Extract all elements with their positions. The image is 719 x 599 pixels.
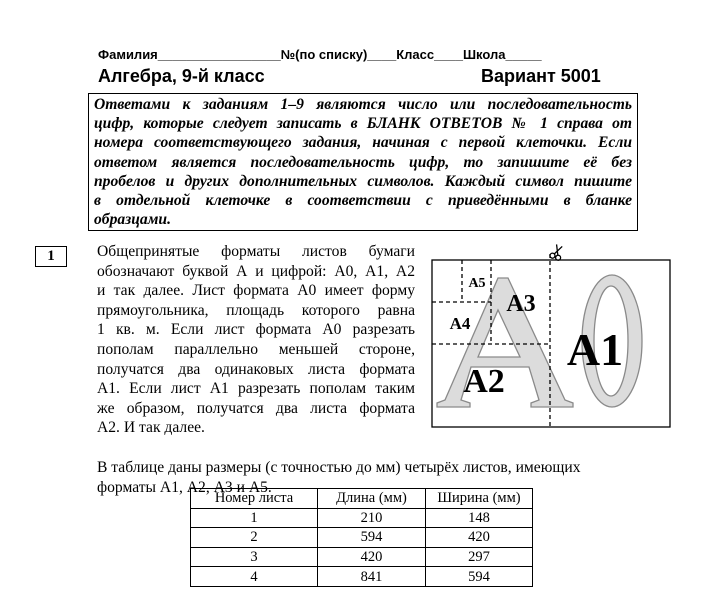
table-row — [191, 508, 533, 528]
table-cell: 4 — [191, 567, 318, 587]
table-row — [191, 528, 533, 548]
table-cell: 2 — [191, 528, 318, 548]
paragraph-line: А1. Если лист А1 разрезать пополам таким — [97, 380, 415, 398]
paragraph-line: обозначают буквой А и цифрой: А0, А1, А2 — [97, 262, 415, 280]
paragraph-line: Общепринятые форматы листов бумаги — [97, 243, 415, 260]
sizes-table — [190, 488, 533, 587]
label-a4: A4 — [449, 314, 471, 333]
instruction-line: в отдельной клеточке в соответствии с приведёнными в бланке — [94, 192, 632, 210]
variant-label: Вариант 5001 — [481, 66, 601, 86]
table-cell: 594 — [318, 528, 426, 548]
subject-title: Алгебра, 9-й класс — [98, 66, 265, 86]
table-cell: 210 — [318, 508, 426, 528]
table-cell: 1 — [191, 508, 318, 528]
table-header-row — [191, 489, 533, 509]
task-paragraph — [97, 242, 415, 438]
paragraph-line: прямоугольника, площадь которого равна — [97, 301, 415, 319]
column-header: Длина (мм) — [318, 489, 426, 509]
paper-format-figure — [420, 240, 680, 435]
table-row — [191, 567, 533, 587]
paragraph-line: и так далее. Лист формата А0 имеет форму — [97, 282, 415, 300]
instruction-line: образцами. — [94, 211, 171, 229]
table-cell: 3 — [191, 547, 318, 567]
column-header: Ширина (мм) — [426, 489, 533, 509]
column-header: Номер листа — [191, 489, 318, 509]
table-cell: 841 — [318, 567, 426, 587]
table-cell: 297 — [426, 547, 533, 567]
table-intro-line: В таблице даны размеры (с точностью до мм) четырёх листов, имеющих — [97, 459, 581, 476]
table-cell: 420 — [318, 547, 426, 567]
paragraph-line: же образом, получатся два листа формата — [97, 399, 415, 417]
paragraph-line: пополам параллельно меньшей стороне, — [97, 340, 415, 358]
instruction-line: номера соответствующего задания, начиная с первой клеточки. Если — [94, 134, 632, 152]
instruction-line: цифр, которые следует записать в БЛАНК ОТВЕТОВ № 1 справа от — [94, 115, 632, 133]
table-cell: 420 — [426, 528, 533, 548]
label-a3: A3 — [506, 291, 536, 317]
task-number: 1 — [35, 246, 67, 267]
table-intro-line: форматы А1, А2, А3 и А5. — [97, 478, 272, 496]
table-cell: 148 — [426, 508, 533, 528]
paragraph-line: А2. И так далее. — [97, 419, 205, 437]
label-a2: A2 — [463, 363, 505, 400]
paragraph-line: получатся два одинаковых листа формата — [97, 360, 415, 378]
instruction-line: ответом является последовательность цифр, то запишите её без — [94, 153, 632, 171]
instructions-box — [88, 93, 638, 231]
table-row — [191, 547, 533, 567]
label-a1: A1 — [566, 324, 624, 375]
table-cell: 594 — [426, 567, 533, 587]
instruction-line: Ответами к заданиям 1–9 являются число или последовательность — [94, 96, 632, 113]
student-fields-line: Фамилия_________________№(по списку)____Класс____Школа_____ — [98, 47, 542, 62]
instruction-line: пробелов и других дополнительных символов. Каждый символ пишите — [94, 172, 632, 190]
paragraph-line: 1 кв. м. Если лист формата А0 разрезать — [97, 321, 415, 339]
label-a5: A5 — [468, 276, 486, 291]
scissors-icon — [549, 244, 564, 261]
